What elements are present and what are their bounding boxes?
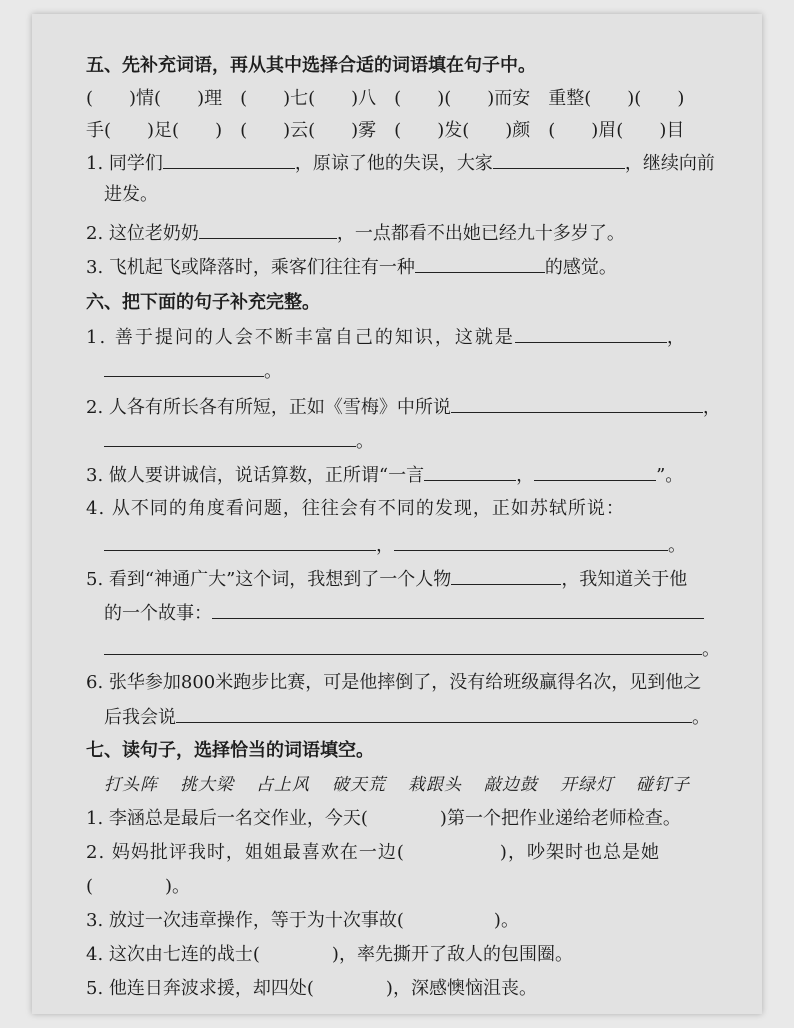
text: 。	[356, 431, 374, 452]
text: 。	[702, 639, 720, 660]
text: ，	[666, 327, 687, 348]
section-6-title: 六、把下面的句子补充完整。	[86, 292, 320, 313]
text: 5. 看到“神通广大”这个词，我想到了一个人物	[86, 569, 452, 590]
word-option: 栽跟头	[408, 775, 462, 795]
text: ”。	[656, 465, 684, 486]
answer-blank[interactable]	[104, 358, 264, 377]
sec6-question-3	[86, 462, 683, 488]
sec5-question-1-cont: 进发。	[104, 184, 158, 205]
sec7-question-1: 1. 李涵总是最后一名交作业，今天( )第一个把作业递给老师检查。	[86, 808, 681, 829]
text: 3. 做人要讲诚信，说话算数，正所谓“一言	[86, 465, 425, 486]
word-option: 碰钉子	[636, 775, 690, 795]
word-option: 打头阵	[104, 775, 158, 795]
sec6-question-5-cont	[104, 600, 704, 626]
text: 2. 这位老奶奶	[86, 223, 199, 244]
text: 1. 善于提问的人会不断丰富自己的知识，这就是	[86, 327, 515, 348]
sec7-question-5: 5. 他连日奔波求援，却四处( )，深感懊恼沮丧。	[86, 978, 537, 999]
answer-blank[interactable]	[199, 220, 337, 239]
answer-blank[interactable]	[515, 324, 667, 343]
sec6-question-6-cont	[104, 704, 710, 730]
answer-blank[interactable]	[424, 462, 516, 481]
text: 的感觉。	[544, 257, 617, 278]
text: 1. 同学们	[86, 153, 163, 174]
text: ，一点都看不出她已经九十多岁了。	[336, 223, 625, 244]
answer-blank[interactable]	[451, 566, 561, 585]
text: 的一个故事：	[104, 603, 212, 624]
text: ，	[702, 397, 721, 418]
word-option: 敲边鼓	[484, 775, 538, 795]
word-option: 开绿灯	[560, 775, 614, 795]
answer-blank[interactable]	[163, 150, 295, 169]
sec7-question-2: 2. 妈妈批评我时，姐姐最喜欢在一边( )，吵架时也总是她	[86, 842, 660, 863]
sec6-question-5-cont2	[104, 636, 720, 662]
text: ，继续向前	[624, 153, 715, 174]
answer-blank[interactable]	[493, 150, 625, 169]
text: ，	[376, 535, 394, 556]
sec5-word-row-2: 手( )足( ) ( )云( )雾 ( )发( )颜 ( )眉( )目	[86, 120, 685, 141]
answer-blank[interactable]	[104, 428, 356, 447]
text: 后我会说	[104, 707, 176, 728]
text: 2. 人各有所长各有所短，正如《雪梅》中所说	[86, 397, 451, 418]
text: 。	[668, 535, 686, 556]
sec6-question-6: 6. 张华参加800米跑步比赛，可是他摔倒了，没有给班级赢得名次，见到他之	[86, 672, 702, 693]
section-7-title: 七、读句子，选择恰当的词语填空。	[86, 740, 374, 761]
text: ，	[516, 465, 535, 486]
answer-blank[interactable]	[104, 532, 376, 551]
sec5-question-1	[86, 150, 715, 176]
word-option: 占上风	[256, 775, 310, 795]
sec6-question-1-cont	[104, 358, 282, 384]
answer-blank[interactable]	[104, 636, 702, 655]
sec7-question-4: 4. 这次由七连的战士( )，率先撕开了敌人的包围圈。	[86, 944, 573, 965]
text: 。	[264, 361, 282, 382]
answer-blank[interactable]	[415, 254, 545, 273]
sec6-question-4-cont	[104, 532, 686, 558]
section-5-title: 五、先补充词语，再从其中选择合适的词语填在句子中。	[86, 55, 536, 76]
sec5-word-row-1: ( )情( )理 ( )七( )八 ( )( )而安 重整( )( )	[86, 88, 685, 109]
sec7-word-bank	[104, 772, 690, 798]
sec7-question-3: 3. 放过一次违章操作，等于为十次事故( )。	[86, 910, 519, 931]
text: 。	[692, 707, 710, 728]
sec5-question-2	[86, 220, 625, 246]
text: ，我知道关于他	[561, 569, 688, 590]
word-option: 破天荒	[332, 775, 386, 795]
word-option: 挑大梁	[180, 775, 234, 795]
answer-blank[interactable]	[394, 532, 668, 551]
sec7-question-2-cont: ( )。	[86, 876, 191, 897]
answer-blank[interactable]	[176, 704, 692, 723]
sec6-question-2-cont	[104, 428, 374, 454]
answer-blank[interactable]	[451, 394, 703, 413]
sec6-question-4: 4. 从不同的角度看问题，往往会有不同的发现，正如苏轼所说：	[86, 498, 625, 519]
sec5-question-3	[86, 254, 617, 280]
sec6-question-2	[86, 394, 721, 420]
answer-blank[interactable]	[212, 600, 704, 619]
sec6-question-1	[86, 324, 687, 350]
text: ，原谅了他的失误，大家	[294, 153, 493, 174]
sec6-question-5	[86, 566, 687, 592]
text: 3. 飞机起飞或降落时，乘客们往往有一种	[86, 257, 415, 278]
answer-blank[interactable]	[534, 462, 656, 481]
